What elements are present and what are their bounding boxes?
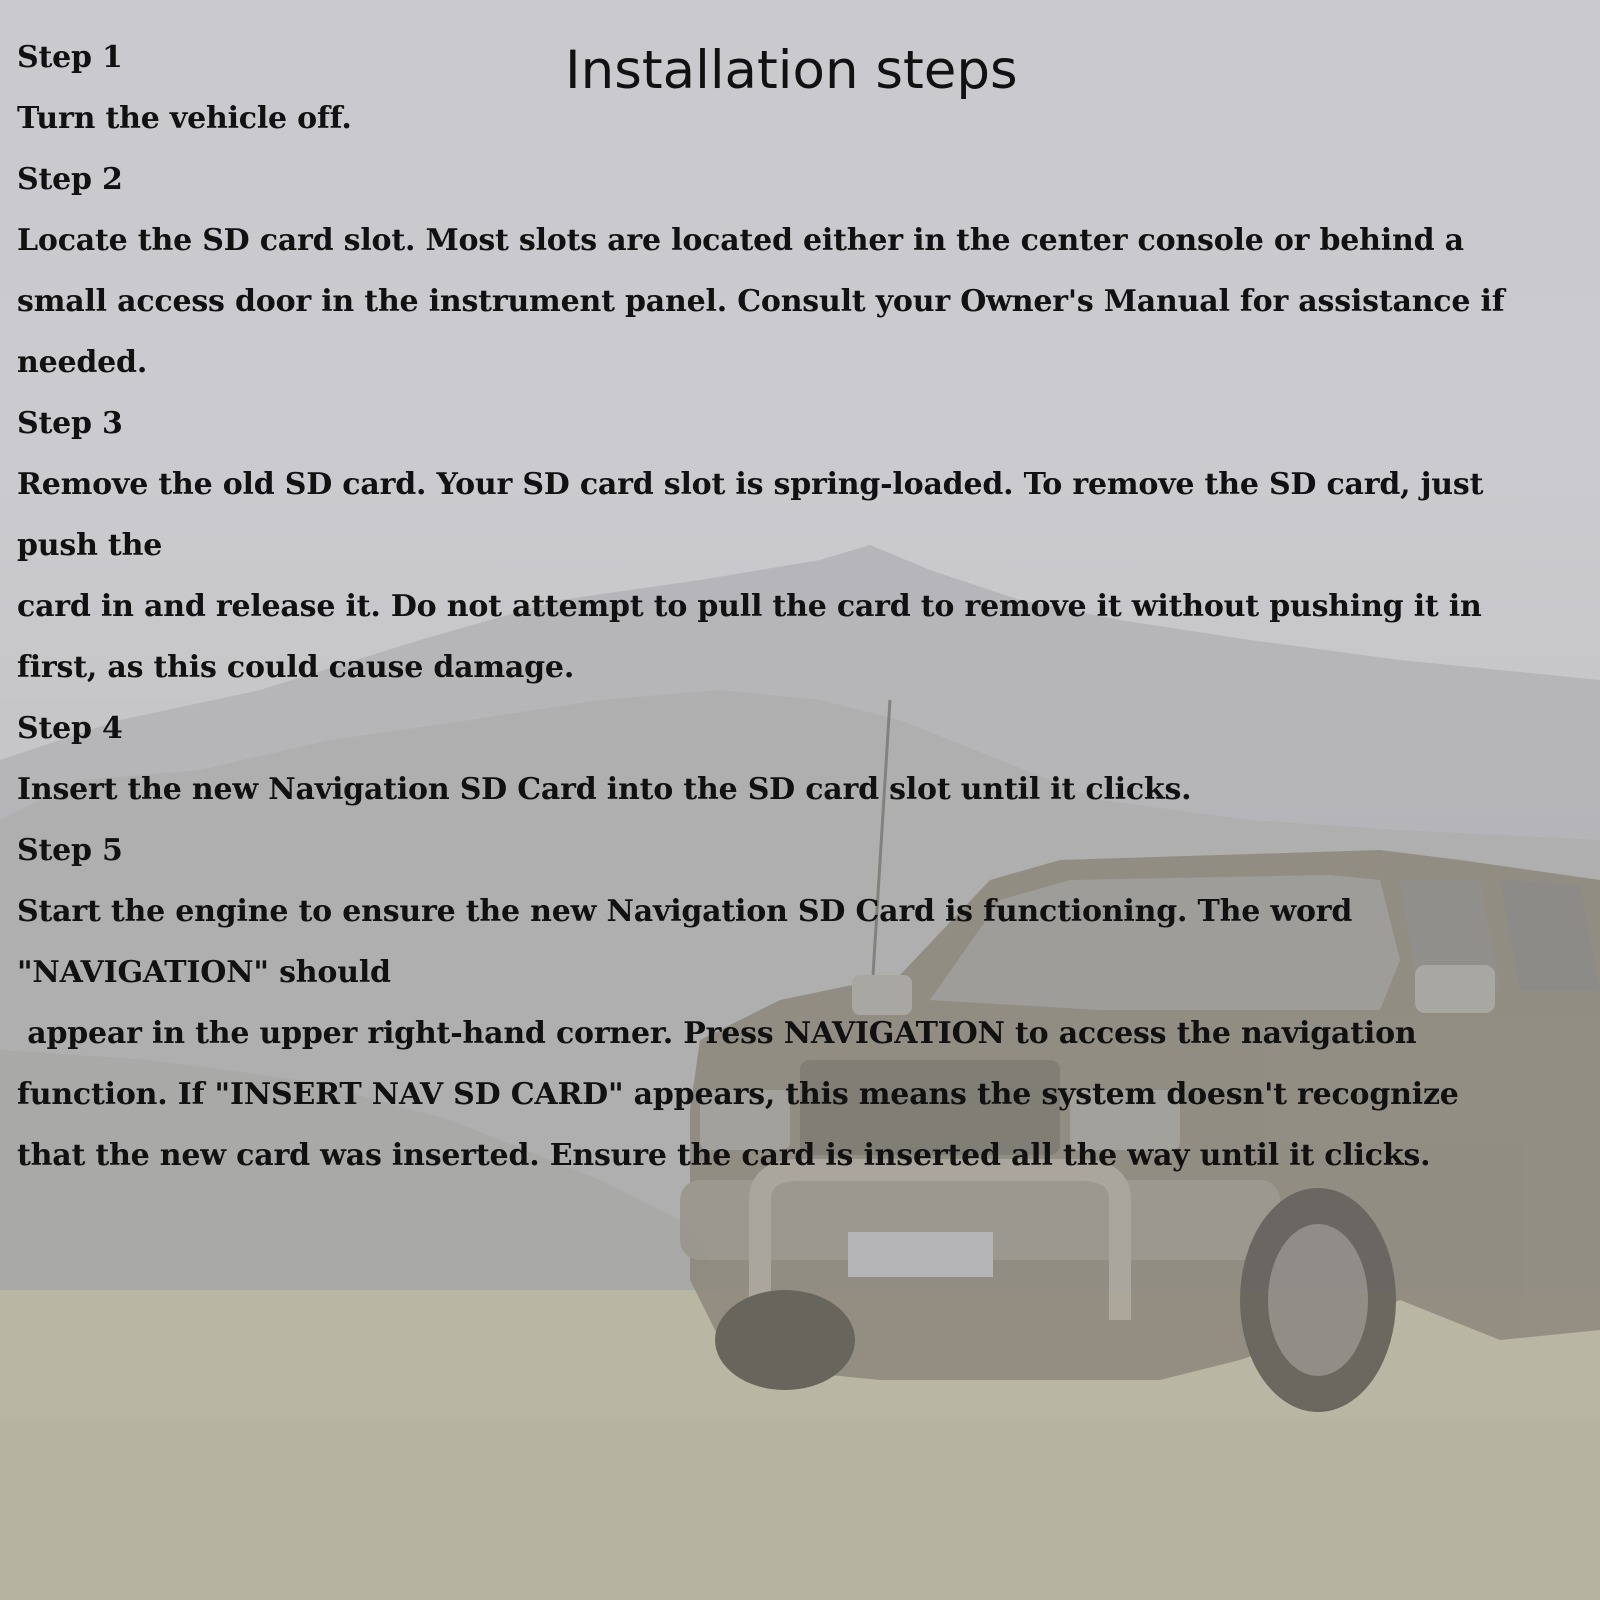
step-heading: Step 5: [17, 833, 123, 868]
step-text-line: Locate the SD card slot. Most slots are located either in the center console or behind a: [17, 223, 1464, 258]
step-heading: Step 2: [17, 162, 123, 197]
step-4: [17, 698, 1592, 820]
step-text-line: push the: [17, 528, 163, 563]
step-3: [17, 393, 1592, 698]
step-text-line: appear in the upper right-hand corner. Press NAVIGATION to access the navigation: [17, 1016, 1417, 1051]
step-text-line: Remove the old SD card. Your SD card slot is spring-loaded. To remove the SD card, just: [17, 467, 1484, 502]
step-text-line: needed.: [17, 345, 148, 380]
step-text-line: "NAVIGATION" should: [17, 955, 391, 990]
step-text-line: function. If "INSERT NAV SD CARD" appears, this means the system doesn't recognize: [17, 1077, 1459, 1112]
step-text-line: small access door in the instrument panel. Consult your Owner's Manual for assistance if: [17, 284, 1505, 319]
step-text-line: Insert the new Navigation SD Card into the SD card slot until it clicks.: [17, 772, 1192, 807]
step-heading: Step 4: [17, 711, 123, 746]
steps-list: [17, 27, 1592, 1186]
step-text-line: that the new card was inserted. Ensure the card is inserted all the way until it clicks.: [17, 1138, 1431, 1173]
step-text-line: Turn the vehicle off.: [17, 101, 352, 136]
step-heading: Step 1: [17, 40, 123, 75]
step-text-line: Start the engine to ensure the new Navigation SD Card is functioning. The word: [17, 894, 1353, 929]
step-text-line: first, as this could cause damage.: [17, 650, 575, 685]
step-heading: Step 3: [17, 406, 123, 441]
page-title: Installation steps: [565, 40, 1018, 101]
step-1: [17, 27, 1592, 149]
step-5: [17, 820, 1592, 1186]
step-2: [17, 149, 1592, 393]
step-text-line: card in and release it. Do not attempt to pull the card to remove it without pushing it in: [17, 589, 1482, 624]
